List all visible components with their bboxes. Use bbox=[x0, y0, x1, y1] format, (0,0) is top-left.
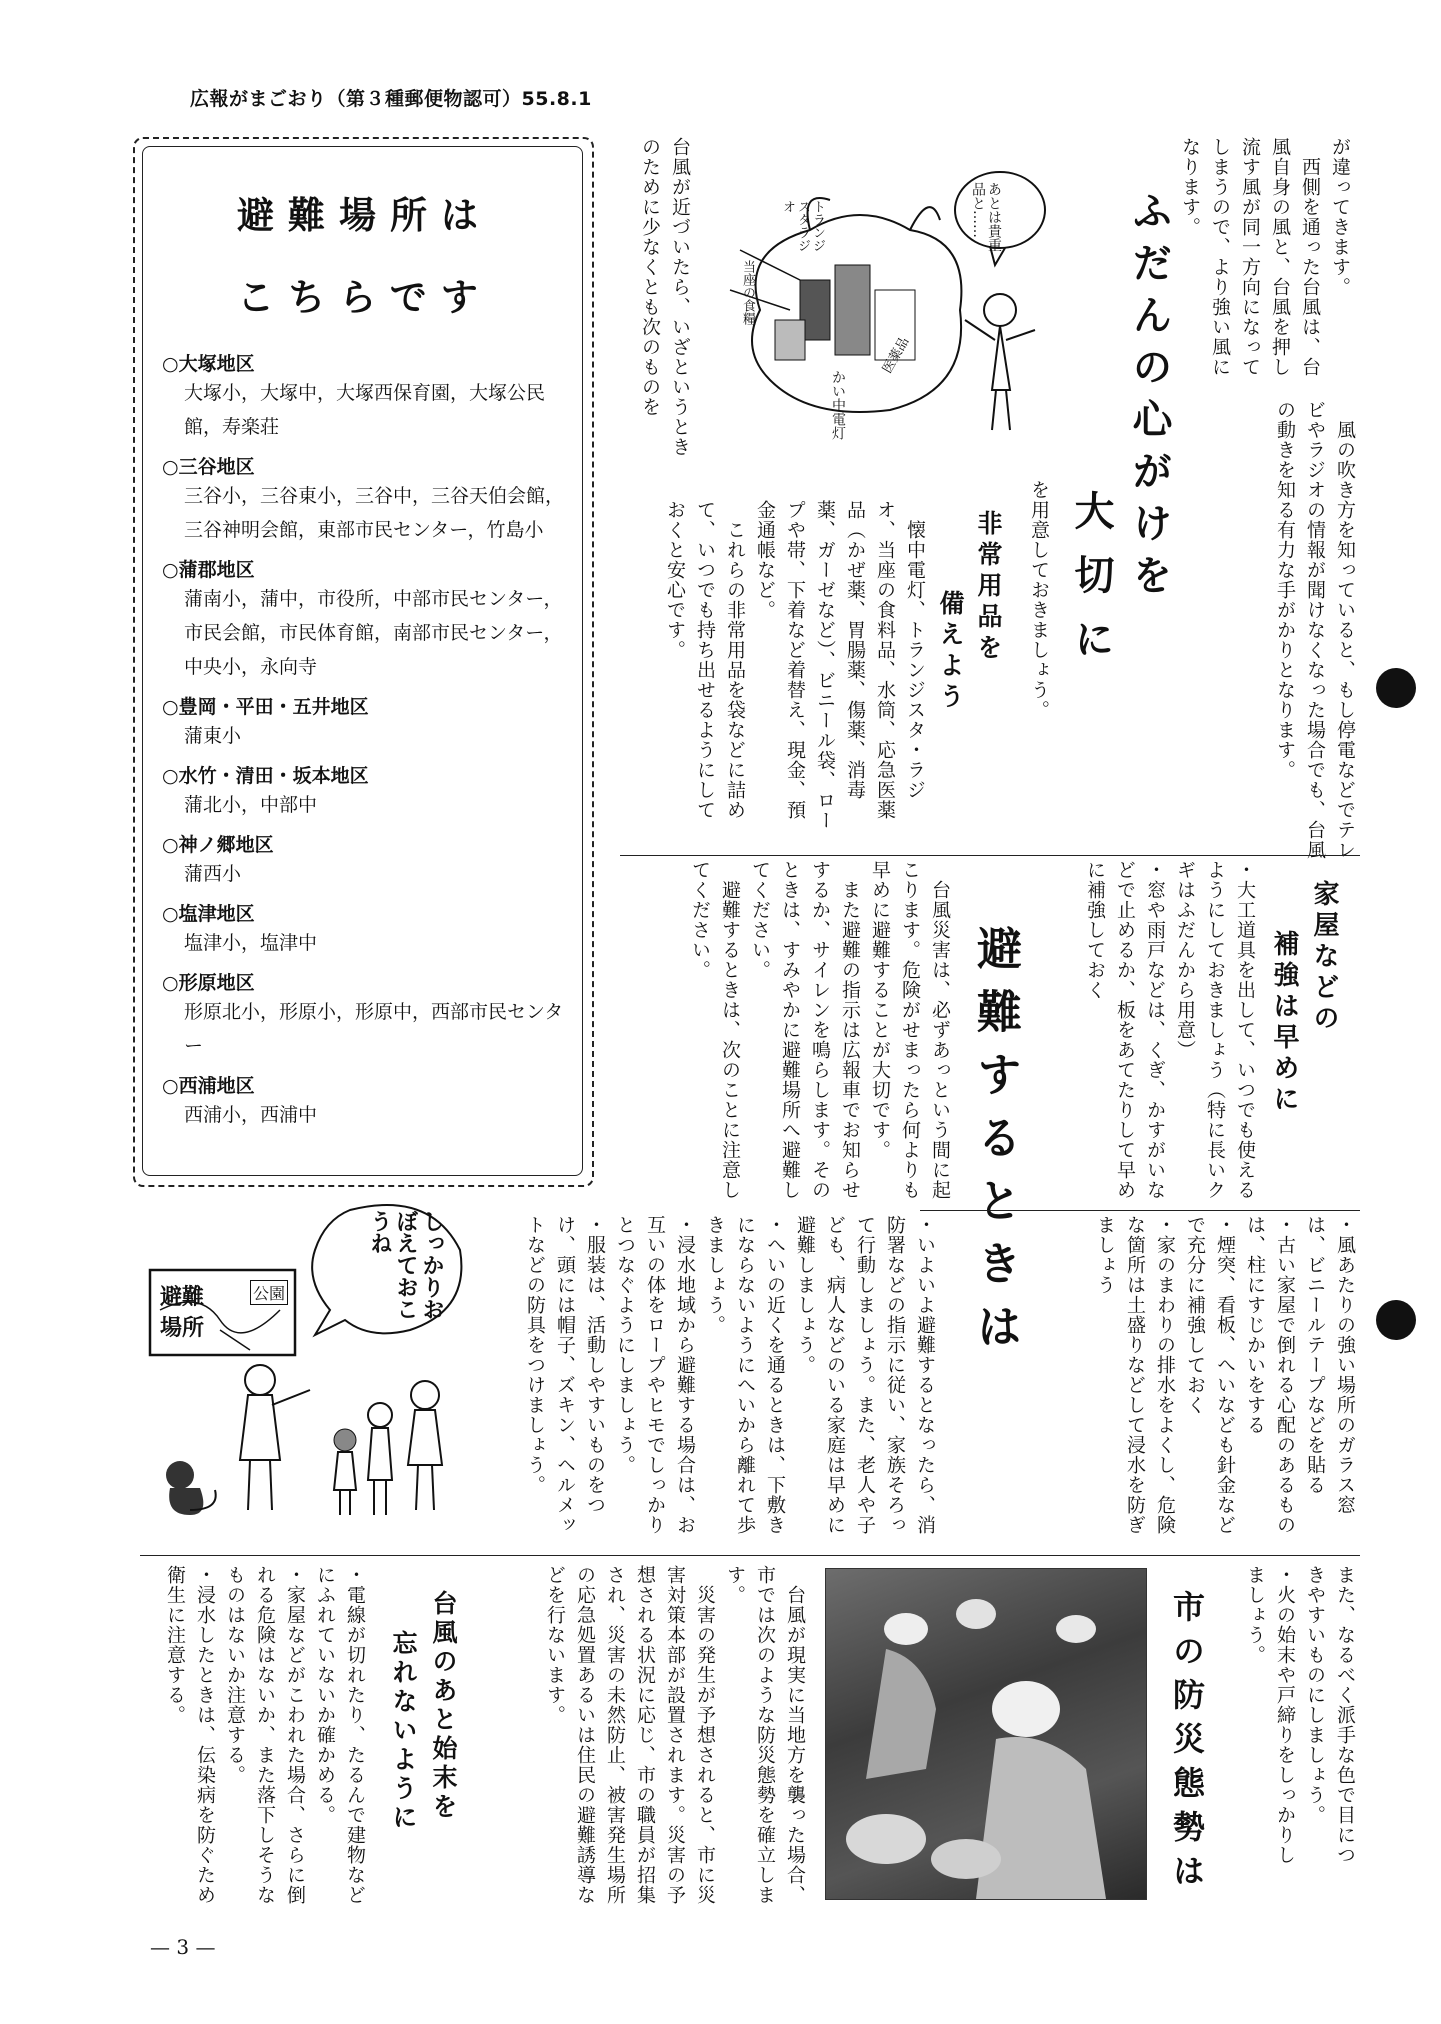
district-places: 蒲南小，蒲中，市役所，中部市民センター，市民会館，市民体育館，南部市民センター，中央小，永向寺 bbox=[184, 588, 563, 678]
kit-label-radio: トランジスタラジオ bbox=[780, 200, 825, 252]
district-name: ○蒲郡地区 bbox=[162, 559, 255, 581]
district-name: ○豊岡・平田・五井地区 bbox=[162, 696, 369, 718]
district-places: 三谷小，三谷東小，三谷中，三谷天伯会館，三谷神明会館，東部市民センター，竹島小 bbox=[184, 485, 565, 541]
district-places: 形原北小，形原小，形原中，西部市民センター bbox=[184, 1001, 564, 1057]
district-places: 蒲西小 bbox=[184, 863, 242, 885]
district-places: 塩津小，塩津中 bbox=[184, 932, 318, 954]
kit-label-medicine: 医薬品 bbox=[879, 334, 913, 377]
photo-figures bbox=[826, 1569, 1146, 1899]
heading-dont-forget: 忘れないように bbox=[389, 1630, 418, 1833]
district-places: 蒲北小，中部中 bbox=[184, 794, 318, 816]
district-places: 西浦小，西浦中 bbox=[184, 1104, 318, 1126]
district-name: ○形原地区 bbox=[162, 972, 255, 994]
heading-city-disaster: 市の防災態勢は bbox=[1168, 1590, 1206, 1898]
kit-speech: あとは貴重品と…… bbox=[970, 182, 1002, 252]
shelter-box-content bbox=[162, 185, 567, 1132]
text-clothes: また、なるべく派手な色で目につきやすいものにしましょう。 ・火の始末や戸締りをしっかりしましょう。 bbox=[1244, 1565, 1356, 1865]
divider-middle-lower bbox=[920, 1210, 1360, 1211]
text-evacuation: 台風災害は、必ずあっという間に起こります。危険がせまったら何よりも早めに避難することが大切です。 また避難の指示は広報車でお知らせするか、サイレンを鳴らします。そのときは、すみやかに避難場所へ避難してください。 避難するときは、次のことに注意してください。 bbox=[689, 860, 951, 1200]
disaster-drill-photo bbox=[825, 1568, 1147, 1900]
heading-prepare: 備えよう bbox=[936, 590, 965, 714]
text-city-disaster: 台風が現実に当地方を襲った場合、市では次のような防災態勢を確立します。 災害の発生が予想されると、市に災害対策本部が設置されます。災害の予想される状況に応じ、市の職員が招集され、災害の未然防止、被害発生場所の応急処置あるいは住民の避難誘導などを行ないます。 bbox=[544, 1565, 806, 1905]
kit-label-food: 当座の食糧 bbox=[740, 260, 755, 325]
sign-text-evac bbox=[160, 1280, 204, 1342]
divider-lower-bottom bbox=[140, 1555, 1360, 1556]
district-name: ○大塚地区 bbox=[162, 353, 255, 375]
masthead: 広報がまごおり（第３種郵便物認可）55.8.1 bbox=[190, 88, 592, 110]
text-house-more: ・風あたりの強い場所のガラス窓は、ビニールテープなどを貼る ・古い家屋で倒れる心配のあるものは、柱にすじかいをする ・煙突、看板、へいなども針金などで充分に補強しておく ・家のまわりの排水をよくし、危険な箇所は土盛りなどして浸水を防ぎましょう bbox=[1094, 1215, 1356, 1535]
text-prepare-intro: を用意しておきましょう。 bbox=[1028, 480, 1050, 720]
heading-important: 大切に bbox=[1068, 490, 1114, 682]
sign-line-1: 避難 bbox=[160, 1284, 205, 1310]
district-name: ○西浦地区 bbox=[162, 1075, 255, 1097]
district-list bbox=[162, 349, 567, 1132]
emergency-kit-illustration bbox=[700, 170, 1060, 490]
divider-top-middle bbox=[620, 855, 1360, 856]
district-name: ○神ノ郷地区 bbox=[162, 834, 274, 856]
sign-text-park: 公園 bbox=[250, 1280, 288, 1305]
text-evacuation-more: ・いよいよ避難するとなったら、消防署などの指示に従い、家族そろって行動しましょう。また、老人や子ども、病人などのいる家庭は早めに避難しましょう。 ・へいの近くを通るときは、下敷きにならないようにへいから離れて歩きましょう。 ・浸水地域から避難する場合は、お互いの体をロープやヒモでしっかりとつなぐようにしましょう。 ・服装は、活動しやすいものをつけ、頭には帽子、ズキン、ヘルメットなどの防具をつけましょう。 bbox=[524, 1215, 936, 1535]
bullet-dot-1 bbox=[1376, 668, 1416, 708]
text-after-typhoon: ・電線が切れたり、たるんで建物などにふれていないか確かめる。 ・家屋などがこわれた場合、さらに倒れる危険はないか、また落下しそうなものはないか注意する。 ・浸水したときは、伝染病を防ぐため衛生に注意する。 bbox=[164, 1565, 366, 1905]
shelter-title-line2: こちらです bbox=[237, 276, 492, 319]
text-wind-direction: が違ってきます。 西側を通った台風は、台風自身の風と、台風を押し流す風が同一方向になってしまうので、より強い風になります。 bbox=[1179, 137, 1351, 377]
heading-after-typhoon: 台風のあと始末を bbox=[429, 1590, 458, 1822]
district-places: 蒲東小 bbox=[184, 725, 242, 747]
heading-evacuation: 避難するときは bbox=[969, 925, 1022, 1366]
page-number: — 3 — bbox=[150, 1935, 216, 1959]
district-name: ○塩津地区 bbox=[162, 903, 255, 925]
text-house-reinforce: ・大工道具を出して、いつでも使えるようにしておきましょう（特に長いクギはふだんから用意） ・窓や雨戸などは、くぎ、かすがいなどで止めるか、板をあてたりして早めに補強しておく bbox=[1084, 860, 1256, 1200]
sign-line-2: 場所 bbox=[160, 1315, 205, 1341]
heading-emergency-goods: 非常用品を bbox=[974, 510, 1003, 665]
text-typhoon-near: 台風が近づいたら、いざというときのために少なくとも次のものを bbox=[639, 137, 691, 457]
district-name: ○三谷地区 bbox=[162, 456, 255, 478]
heading-reinforce: 補強は早めに bbox=[1269, 930, 1299, 1116]
district-places: 大塚小，大塚中，大塚西保育園，大塚公民館，寿楽荘 bbox=[184, 382, 546, 438]
heading-house: 家屋などの bbox=[1309, 880, 1339, 1035]
heading-everyday: ふだんの心がけを bbox=[1126, 190, 1172, 606]
family-speech: しっかりおぼえておこうね bbox=[367, 1210, 445, 1320]
text-emergency-goods: 懐中電灯、トランジスタ・ラジオ、当座の食料品、水筒、応急医薬品（かぜ薬、胃腸薬、傷薬、消毒薬、ガーゼなど）、ビニール袋、ロープや帯、下着など着替え、現金、預金通帳など。 これらの非常用品を袋などに詰めて、いつでも持ち出せるようにしておくと安心です。 bbox=[664, 500, 926, 831]
bullet-dot-2 bbox=[1376, 1300, 1416, 1340]
kit-label-flashlight: かい中電灯 bbox=[830, 370, 846, 440]
district-name: ○水竹・清田・坂本地区 bbox=[162, 765, 369, 787]
shelter-title-line1: 避難場所は bbox=[237, 194, 492, 237]
text-wind-info: 風の吹き方を知っていると、もし停電などでテレビやラジオの情報が聞けなくなった場合でも、台風の動きを知る有力な手がかりとなります。 bbox=[1274, 400, 1356, 860]
